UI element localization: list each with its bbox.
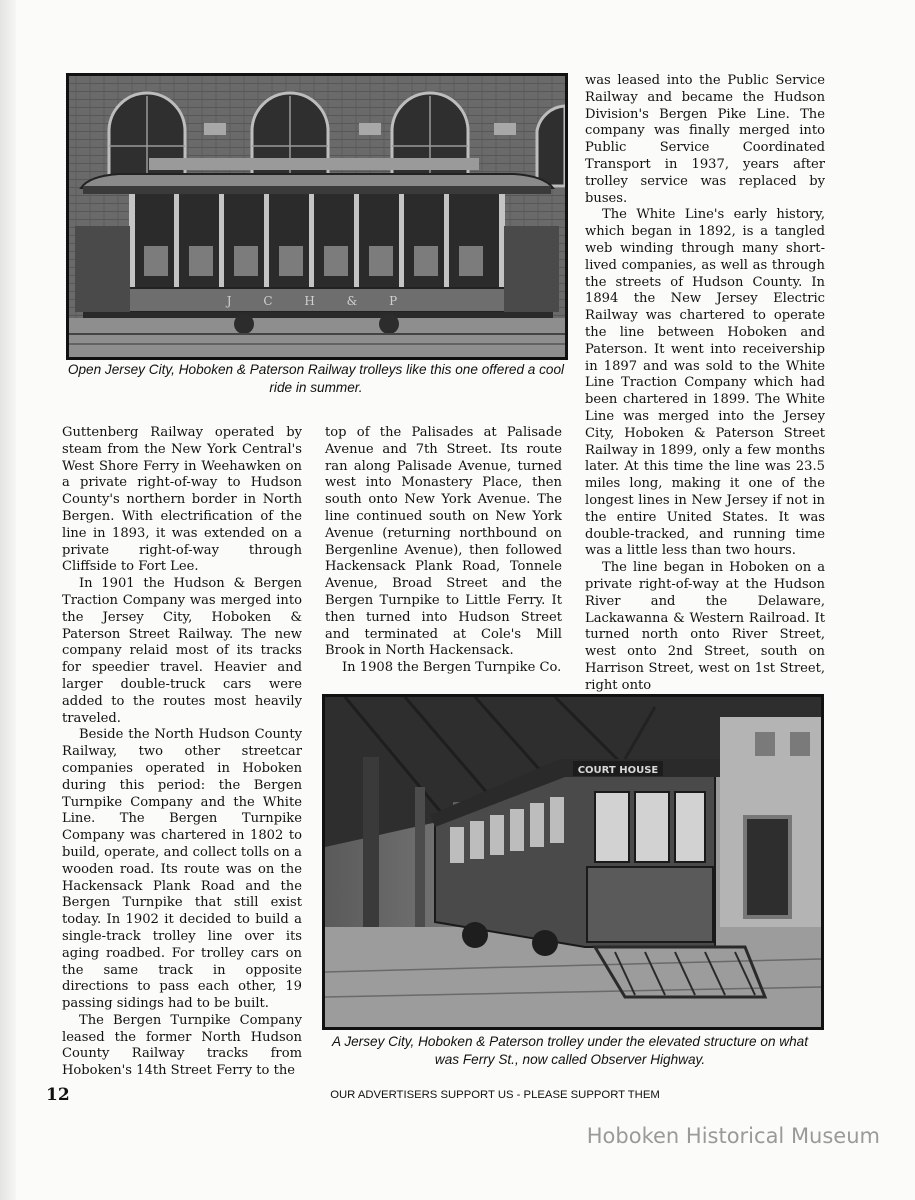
- col1-paragraph: The Bergen Turnpike Company leased the former North Hudson County Railway tracks from Hoboken's 14th Street Ferry to the: [62, 1012, 302, 1079]
- col1-paragraph: Guttenberg Railway operated by steam from the New York Central's West Shore Ferry in Weehawken on a private right-of-way to Hudson County's northern border in North Bergen. With electrification of the line in 1893, it was extended on a private right-of-way through Cliffside to Fort Lee.: [62, 425, 302, 575]
- article-column-3: [585, 73, 825, 694]
- top-photo-caption: Open Jersey City, Hoboken & Paterson Railway trolleys like this one offered a cool ride in summer.: [67, 362, 565, 395]
- col1-paragraph: Beside the North Hudson County Railway, two other streetcar companies operated in Hoboken during this period: the Bergen Turnpike Company and the White Line. The Bergen Turnpike Company was chartered in 1802 to build, operate, and collect tolls on a wooden road. Its route was on the Hackensack Plank Road and the Bergen Turnpike that still exist today. In 1902 it decided to build a single-track trolley line over its aging roadbed. For trolley cars on the same track in opposite directions to pass each other, 19 passing sidings had to be built.: [62, 727, 302, 1012]
- article-column-1: [62, 425, 302, 1080]
- bottom-photo-caption: A Jersey City, Hoboken & Paterson trolley under the elevated structure on what was Ferry St., now called Observer Highway.: [331, 1034, 809, 1067]
- col1-paragraph: In 1901 the Hudson & Bergen Traction Company was merged into the Jersey City, Hoboken & Paterson Street Railway. The new company relaid most of its tracks for speedier travel. Heavier and larger double-truck cars were added to the routes most heavily traveled.: [62, 576, 302, 726]
- article-column-2: [325, 425, 562, 677]
- page-edge-shadow: [0, 0, 16, 1200]
- footer-slogan: OUR ADVERTISERS SUPPORT US - PLEASE SUPPORT THEM: [330, 1089, 660, 1101]
- open-trolley-illustration: [69, 76, 565, 357]
- col2-paragraph: In 1908 the Bergen Turnpike Co.: [342, 660, 562, 676]
- col3-paragraph: The line began in Hoboken on a private right-of-way at the Hudson River and the Delaware, Lackawanna & Western Railroad. It turned north onto River Street, west onto 2nd Street, south on Harrison Street, west on 1st Street, right onto: [585, 560, 825, 693]
- col3-paragraph: The White Line's early history, which began in 1892, is a tangled web winding through many short-lived companies, as well as through the streets of Hudson County. In 1894 the New Jersey Electric Railway was chartered to operate the line between Hoboken and Paterson. It went into receivership in 1897 and was sold to the White Line Traction Company which had been chartered in 1899. The White Line was merged into the Jersey City, Hoboken & Paterson Street Railway in 1899, only a few months later. At this time the line was 23.5 miles long, making it one of the longest lines in New Jersey if not in the entire United States. It was double-tracked, and running time was a little less than two hours.: [585, 207, 825, 559]
- open-trolley-photo: [66, 73, 568, 360]
- elevated-trolley-photo: [322, 694, 824, 1030]
- page-number: 12: [46, 1085, 70, 1105]
- car-lettering: J C H & P: [226, 294, 412, 308]
- col3-paragraph: was leased into the Public Service Railway and became the Hudson Division's Bergen Pike Line. The company was finally merged into Public Service Coordinated Transport in 1937, years after trolley service was replaced by buses.: [585, 73, 825, 206]
- destination-sign: COURT HOUSE: [577, 765, 659, 776]
- museum-watermark: Hoboken Historical Museum: [586, 1124, 880, 1148]
- elevated-trolley-illustration: [325, 697, 821, 1027]
- col2-paragraph: top of the Palisades at Palisade Avenue and 7th Street. Its route ran along Palisade Avenue, turned west into Monastery Place, then south onto New York Avenue. The line continued south on New York Avenue (returning northbound on Bergenline Avenue), then followed Hackensack Plank Road, Tonnele Avenue, Broad Street and the Bergen Turnpike to Little Ferry. It then turned into Hudson Street and terminated at Cole's Mill Brook in North Hackensack.: [325, 425, 562, 659]
